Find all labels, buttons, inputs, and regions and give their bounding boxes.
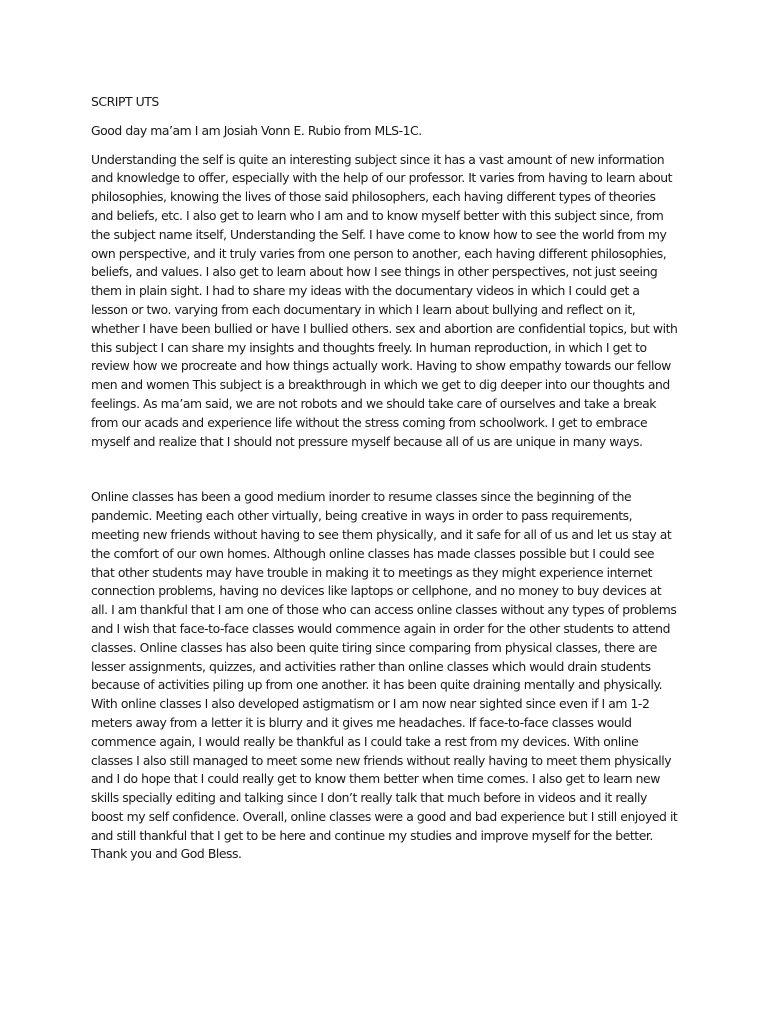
document-body <box>91 93 679 864</box>
greeting-line: Good day ma’am I am Josiah Vonn E. Rubio from MLS-1C. <box>91 122 422 138</box>
paragraph-understanding-self: Understanding the self is quite an interesting subject since it has a vast amount of new information and knowledge to offer, especially with the help of our professor. It varies from having to learn about philosophies, knowing the lives of those said philosophers, each having different types of theories and beliefs, etc. I also get to learn who I am and to know myself better with this subject since, from the subject name itself, Understanding the Self. I have come to know how to see the world from my own perspective, and it truly varies from one person to another, each having different philosophies, beliefs, and values. I also get to learn about how I see things in other perspectives, not just seeing them in plain sight. I had to share my ideas with the documentary videos in which I could get a lesson or two. varying from each documentary in which I learn about bullying and reflect on it, whether I have been bullied or have I bullied others. sex and abortion are confidential topics, but with this subject I can share my insights and thoughts freely. In human reproduction, in which I get to review how we procreate and how things actually work. Having to show empathy towards our fellow men and women This subject is a breakthrough in which we get to dig deeper into our thoughts and feelings. As ma’am said, we are not robots and we should take care of ourselves and take a break from our acads and experience life without the stress coming from schoolwork. I get to embrace myself and realize that I should not pressure myself because all of us are unique in many ways. <box>91 151 678 449</box>
document-title: SCRIPT UTS <box>91 94 159 109</box>
paragraph-online-classes: Online classes has been a good medium inorder to resume classes since the beginning of the pandemic. Meeting each other virtually, being creative in ways in order to pass requirements, meeting new friends without having to see them physically, and it safe for all of us and let us stay at the comfort of our own homes. Although online classes has made classes possible but I could see that other students may have trouble in making it to meetings as they might experience internet connection problems, having no devices like laptops or cellphone, and no money to buy devices at all. I am thankful that I am one of those who can access online classes without any types of problems and I wish that face-to-face classes would commence again in order for the other students to attend classes. Online classes has also been quite tiring since comparing from physical classes, there are lesser assignments, quizzes, and activities rather than online classes which would drain students because of activities piling up from one another. it has been quite draining mentally and physically. With online classes I also developed astigmatism or I am now near sighted since even if I am 1-2 meters away from a letter it is blurry and it gives me headaches. If face-to-face classes would commence again, I would really be thankful as I could take a rest from my devices. With online classes I also still managed to meet some new friends without really having to meet them physically and I do hope that I could really get to know them better when time comes. I also get to learn new skills specially editing and talking since I don’t really talk that much before in videos and it really boost my self confidence. Overall, online classes were a good and bad experience but I still enjoyed it and still thankful that I get to be here and continue my studies and improve myself for the better. Thank you and God Bless. <box>91 489 678 862</box>
